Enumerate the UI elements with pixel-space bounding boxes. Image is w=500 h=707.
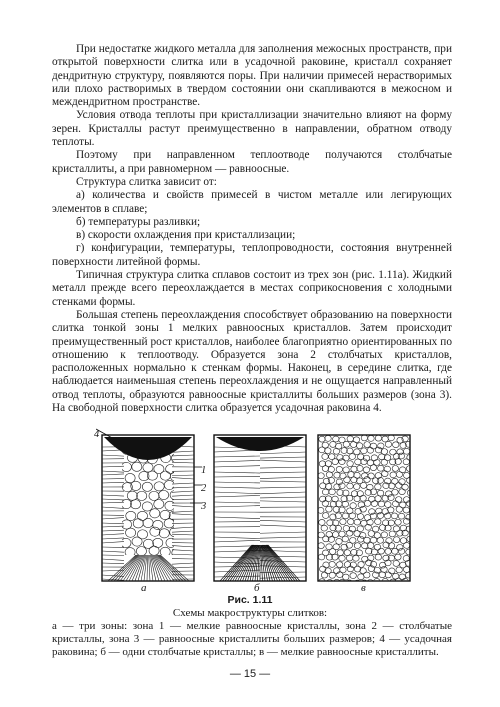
list-item-v: в) скорости охлаждения при кристаллизации; bbox=[76, 229, 296, 242]
figure-caption: а — три зоны: зона 1 — мелкие равноосные кристаллы, зона 2 — столбчатые кристаллы, зона 3 — равноосные кристаллиты больших размеров; 4 — усадочная раковина; б — одни столбчатые кристаллы; в — мелкие равноосные кристаллиты. bbox=[52, 620, 452, 658]
zone-label-2: 2 bbox=[201, 483, 207, 494]
panel-label-b: б bbox=[254, 582, 260, 594]
paragraph-4: Структура слитка зависит от: bbox=[76, 175, 217, 188]
paragraph-2: Условия отвода теплоты при кристаллизации значительно влияют на форму зерен. Кристаллы растут преимущественно в направлении, обратном отводу теплоты. bbox=[52, 109, 452, 149]
figure-title: Рис. 1.11 bbox=[227, 594, 273, 606]
ingot-figure bbox=[96, 425, 414, 585]
zone-label-3: 3 bbox=[201, 501, 207, 512]
zone-label-1: 1 bbox=[201, 465, 207, 476]
page-number: — 15 — bbox=[229, 668, 271, 680]
paragraph-1: При недостатке жидкого металла для заполнения межосных пространств, при открытой поверхности слитка или в усадочной раковине, кристалл сохраняет дендритную структуру, появляются поры. При наличии примесей нерастворимых или плохо растворимых в твердом состоянии они скапливаются в межосном и междендритном пространстве. bbox=[52, 43, 452, 109]
paragraph-5: Типичная структура слитка сплавов состоит из трех зон (рис. 1.11а). Жидкий металл прежде всего переохлаждается в местах соприкосновения с холодными стенками формы. bbox=[52, 269, 452, 308]
body-text bbox=[52, 43, 452, 415]
ingot-b-diagram bbox=[214, 435, 306, 581]
list-item-b: б) температуры разливки; bbox=[76, 215, 201, 228]
paragraph-6: Большая степень переохлаждения способствует образованию на поверхности слитка тонкой зоны 1 мелких равноосных кристаллов. Затем происходит преимущественный рост кристаллов, наиболее благоприятно ориентированных по отношению к теплоотводу. Образуется зона 2 столбчатых кристаллов, расположенных нормально к стенкам формы. Наконец, в середине слитка, где наблюдается наименьшая степень переохлаждения и не ощущается направленный отвод теплоты, образуются равноосные кристаллиты больших размеров (зона 3). На свободной поверхности слитка образуется усадочная раковина 4. bbox=[52, 308, 452, 415]
ingot-schematics bbox=[96, 425, 414, 585]
list-item-a: а) количества и свойств примесей в чистом металле или легирующих элементов в сплаве; bbox=[52, 189, 452, 215]
panel-label-v: в bbox=[361, 582, 366, 594]
ingot-a-diagram bbox=[96, 429, 202, 581]
figure-subtitle: Схемы макроструктуры слитков: bbox=[172, 607, 328, 619]
zone-label-4: 4 bbox=[94, 429, 100, 440]
paragraph-3: Поэтому при направленном теплоотводе получаются столбчатые кристаллиты, а при равномерном — равноосные. bbox=[52, 149, 452, 175]
list-item-g: г) конфигурации, температуры, теплопроводности, состояния внутренней поверхности литейной формы. bbox=[52, 242, 452, 268]
panel-label-a: а bbox=[141, 582, 147, 594]
ingot-v-diagram bbox=[318, 435, 414, 585]
